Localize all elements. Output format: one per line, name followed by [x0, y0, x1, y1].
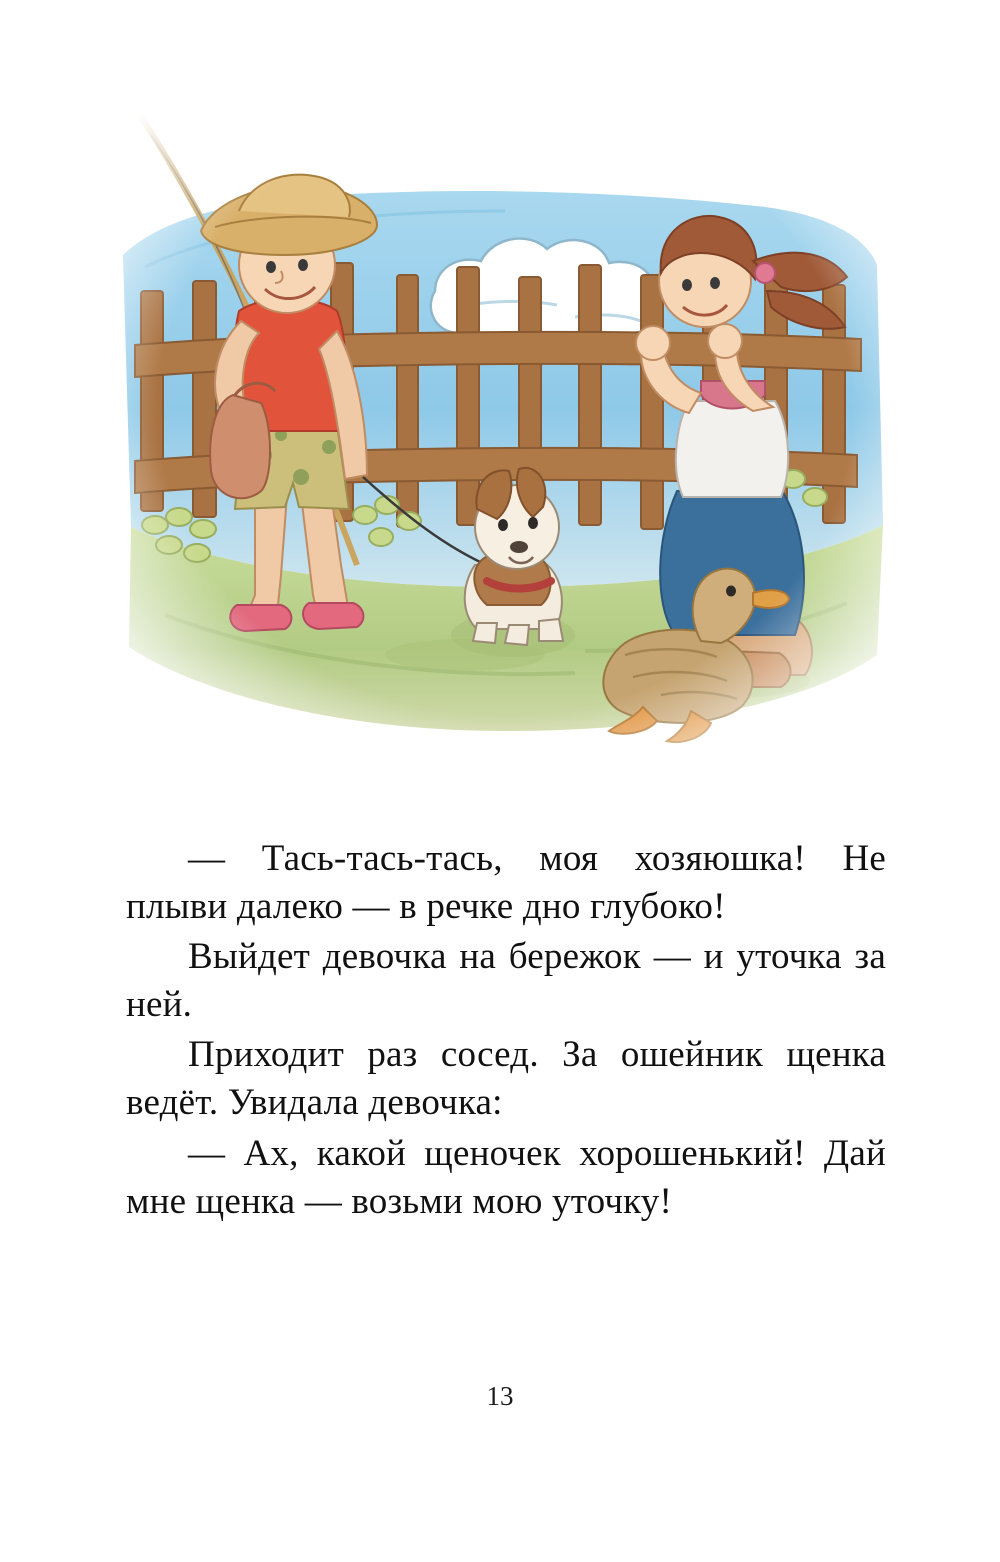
paragraph-4: — Ах, какой щеночек хорошенький! Дай мне щенка — возьми мою уточку! [126, 1132, 886, 1222]
page-number: 13 [486, 1381, 514, 1411]
illustration-svg [105, 95, 905, 795]
paragraph-2: Выйдет девочка на бережок — и уточка за ней. [126, 936, 886, 1026]
illustration [105, 95, 905, 795]
paragraph-3: Приходит раз сосед. За ошейник щенка ведёт. Увидала девочка: [126, 1034, 886, 1124]
story-text [126, 835, 886, 1226]
paragraph-1: — Тась-тась-тась, моя хозяюшка! Не плыви далеко — в речке дно глубоко! [126, 838, 886, 928]
